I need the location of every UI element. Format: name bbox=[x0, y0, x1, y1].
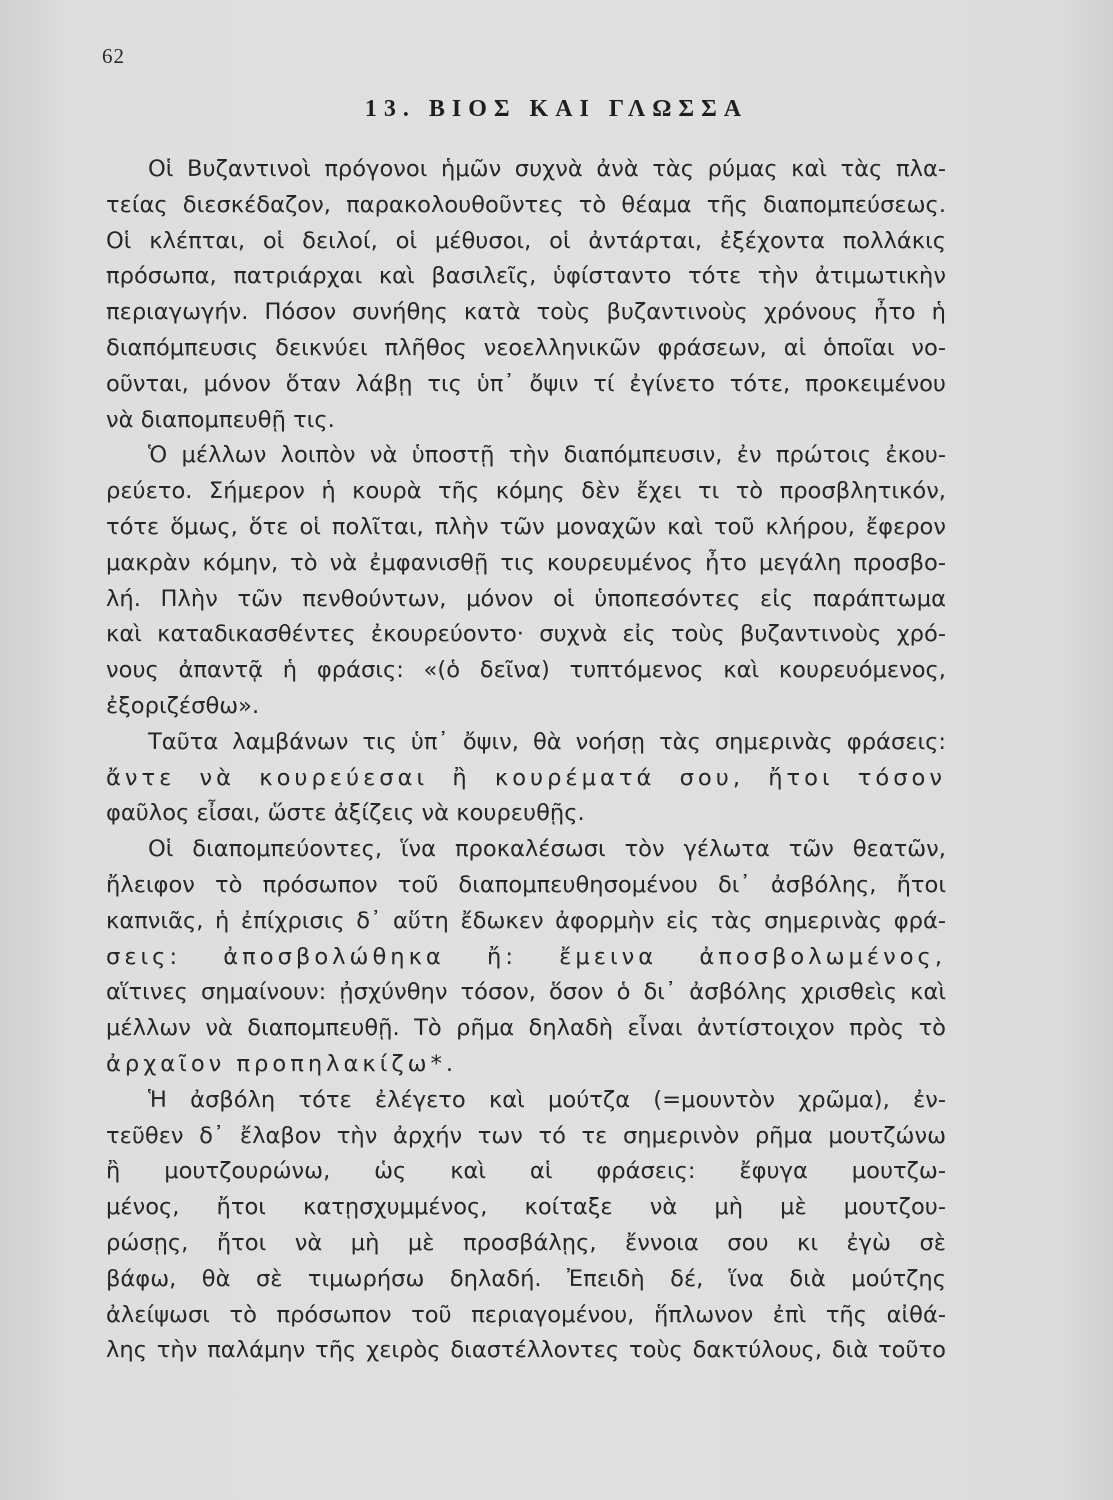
text-line: καπνιᾶς, ἡ ἐπίχρισις δ᾽ αὕτη ἔδωκεν ἀφορμὴν εἰς τὰς σημερινὰς φρά- bbox=[106, 907, 946, 934]
text-line: μακρὰν κόμην, τὸ νὰ ἐμφανισθῇ τις κουρευμένος ἦτο μεγάλη προσβο- bbox=[106, 549, 946, 576]
text-line: πρόσωπα, πατριάρχαι καὶ βασιλεῖς, ὑφίσταντο τότε τὴν ἀτιμωτικὴν bbox=[106, 263, 946, 290]
text-line: Οἱ κλέπται, οἱ δειλοί, οἱ μέθυσοι, οἱ ἀντάρται, ἐξέχοντα πολλάκις bbox=[106, 227, 946, 254]
text-line: οῦνται, μόνον ὅταν λάβῃ τις ὑπ᾽ ὄψιν τί ἐγίνετο τότε, προκειμένου bbox=[106, 370, 946, 397]
text-line: τείας διεσκέδαζον, παρακολουθοῦντες τὸ θέαμα τῆς διαπομπεύσεως. bbox=[106, 191, 946, 218]
text-line: βάφω, θὰ σὲ τιμωρήσω δηλαδή. Ἐπειδὴ δέ, ἵνα διὰ μούτζης bbox=[106, 1265, 946, 1292]
text-line: περιαγωγήν. Πόσον συνήθης κατὰ τοὺς βυζαντινοὺς χρόνους ἦτο ἡ bbox=[106, 299, 946, 326]
body-text bbox=[106, 152, 946, 1369]
text-line: Οἱ Βυζαντινοὶ πρόγονοι ἡμῶν συχνὰ ἀνὰ τὰς ρύμας καὶ τὰς πλα- bbox=[148, 156, 946, 182]
text-line: τότε ὅμως, ὅτε οἱ πολῖται, πλὴν τῶν μοναχῶν καὶ τοῦ κλήρου, ἔφερον bbox=[106, 513, 946, 540]
text-line: φαῦλος εἶσαι, ὥστε ἀξίζεις νὰ κουρευθῇς. bbox=[106, 800, 585, 827]
text-line: τεῦθεν δ᾽ ἔλαβον τὴν ἀρχήν των τό τε σημερινὸν ρῆμα μουτζώνω bbox=[106, 1122, 946, 1149]
text-line: Ἡ ἀσβόλη τότε ἐλέγετο καὶ μούτζα (=μουντὸν χρῶμα), ἐν- bbox=[148, 1086, 946, 1113]
text-line: νὰ διαπομπευθῇ τις. bbox=[106, 406, 335, 433]
text-line: καὶ καταδικασθέντες ἐκουρεύοντο· συχνὰ εἰς τοὺς βυζαντινοὺς χρό- bbox=[106, 621, 946, 648]
text-line: λης τὴν παλάμην τῆς χειρὸς διαστέλλοντες τοὺς δακτύλους, διὰ τοῦτο bbox=[106, 1337, 946, 1364]
text-line: ἀλείψωσι τὸ πρόσωπον τοῦ περιαγομένου, ἥπλωνον ἐπὶ τῆς αἰθά- bbox=[106, 1301, 946, 1328]
text-line: διαπόμπευσις δεικνύει πλῆθος νεοελληνικῶν φράσεων, αἱ ὁποῖαι νο- bbox=[106, 334, 946, 361]
text-line: ἄντε νὰ κουρεύεσαι ἢ κουρέματά σου, ἤτοι τόσον bbox=[106, 764, 946, 791]
text-line: λή. Πλὴν τῶν πενθούντων, μόνον οἱ ὑποπεσόντες εἰς παράπτωμα bbox=[106, 585, 946, 612]
text-line: μένος, ἤτοι κατῃσχυμμένος, κοίταξε νὰ μὴ μὲ μουτζου- bbox=[106, 1194, 946, 1221]
text-line: Ὁ μέλλων λοιπὸν νὰ ὑποστῇ τὴν διαπόμπευσιν, ἐν πρώτοις ἐκου- bbox=[148, 442, 946, 469]
text-line: ἐξοριζέσθω». bbox=[106, 692, 260, 719]
text-line: ἤλειφον τὸ πρόσωπον τοῦ διαπομπευθησομένου δι᾽ ἀσβόλης, ἤτοι bbox=[106, 871, 946, 898]
text-line: νους ἀπαντᾷ ἡ φράσις: «(ὁ δεῖνα) τυπτόμενος καὶ κουρευόμενος, bbox=[106, 657, 946, 684]
text-line: ρώσῃς, ἤτοι νὰ μὴ μὲ προσβάλῃς, ἔννοια σου κι ἐγὼ σὲ bbox=[106, 1229, 946, 1256]
chapter-title: 13. ΒΙΟΣ ΚΑΙ ΓΛΩΣΣΑ bbox=[364, 96, 749, 122]
text-line: σεις: ἀποσβολώθηκα ἤ: ἔμεινα ἀποσβολωμένος, bbox=[106, 943, 946, 970]
text-line: Οἱ διαπομπεύοντες, ἵνα προκαλέσωσι τὸν γέλωτα τῶν θεατῶν, bbox=[148, 836, 946, 863]
text-line: Ταῦτα λαμβάνων τις ὑπ᾽ ὄψιν, θὰ νοήσῃ τὰς σημερινὰς φράσεις: bbox=[148, 728, 946, 755]
text-line: ἢ μουτζουρώνω, ὡς καὶ αἱ φράσεις: ἔφυγα μουτζω- bbox=[106, 1158, 946, 1185]
text-line: μέλλων νὰ διαπομπευθῇ. Τὸ ρῆμα δηλαδὴ εἶναι ἀντίστοιχον πρὸς τὸ bbox=[106, 1015, 946, 1042]
text-line: αἵτινες σημαίνουν: ᾐσχύνθην τόσον, ὅσον ὁ δι᾽ ἀσβόλης χρισθεὶς καὶ bbox=[106, 979, 946, 1006]
page-number: 62 bbox=[102, 44, 125, 68]
text-line: ἀρχαῖον προπηλακίζω*. bbox=[106, 1050, 458, 1077]
text-line: ρεύετο. Σήμερον ἡ κουρὰ τῆς κόμης δὲν ἔχει τι τὸ προσβλητικόν, bbox=[106, 478, 946, 505]
